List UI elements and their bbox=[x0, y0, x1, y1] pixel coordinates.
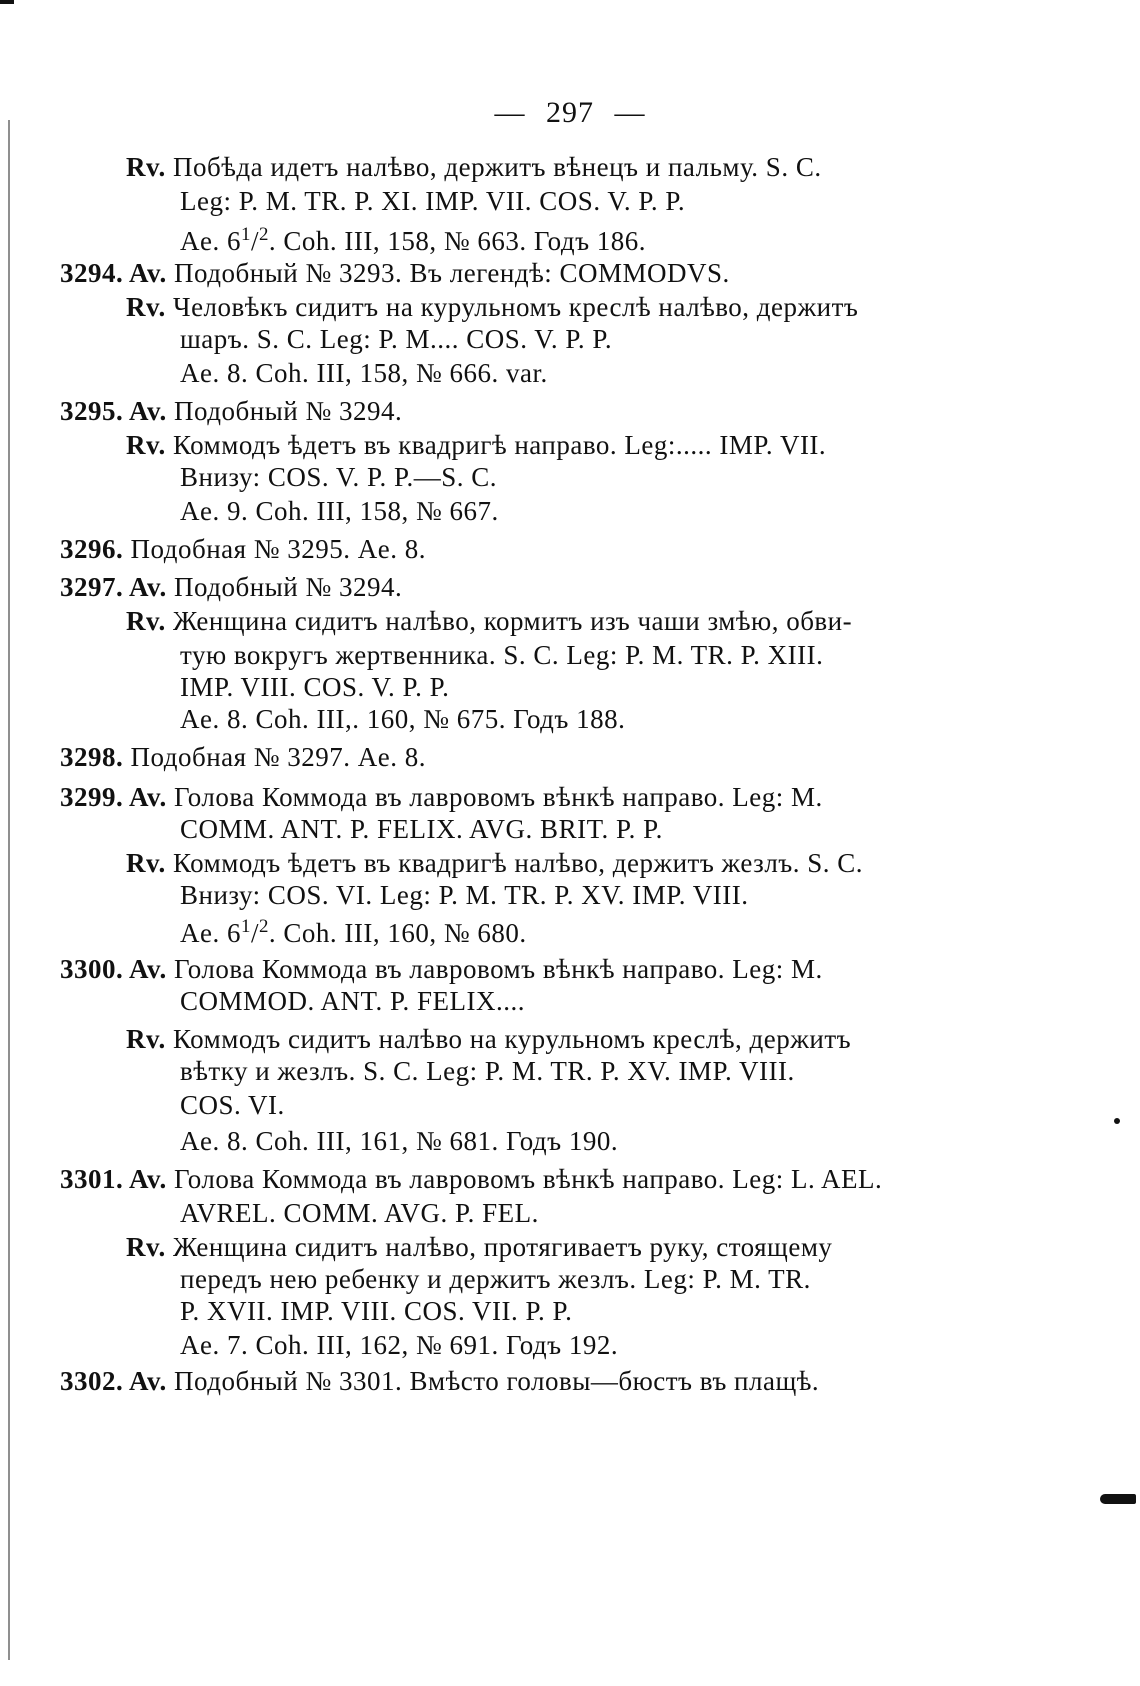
entry-text: Женщина сидитъ налѣво, протягиваетъ руку, стоящему bbox=[165, 1232, 833, 1262]
entry-line bbox=[126, 604, 852, 638]
scan-smear-mark bbox=[1100, 1494, 1136, 1504]
entry-line bbox=[126, 1230, 832, 1264]
entry-number: 3297. bbox=[60, 572, 124, 602]
entry-text: COMMOD. ANT. P. FELIX.... bbox=[180, 986, 526, 1016]
side-label: Rv. bbox=[126, 606, 166, 636]
fraction-part: 2 bbox=[258, 916, 269, 937]
entry-line bbox=[180, 218, 646, 258]
entry-text: Коммодъ ѣдетъ въ квадригѣ направо. Leg:..... IMP. VII. bbox=[165, 430, 827, 460]
entry-line bbox=[180, 812, 663, 846]
entry-text: Женщина сидитъ налѣво, кормитъ изъ чаши змѣю, обви- bbox=[165, 606, 853, 636]
entry-text: Внизу: COS. V. P. P.—S. C. bbox=[180, 462, 498, 492]
entry-text: Голова Коммода въ лавровомъ вѣнкѣ направо. Leg: M. bbox=[174, 954, 823, 984]
entry-number: 3296. bbox=[60, 534, 124, 564]
entry-text: Подобная № 3295. Ae. 8. bbox=[123, 534, 427, 564]
entry-line bbox=[180, 1196, 539, 1230]
entry-line bbox=[180, 1294, 572, 1328]
side-label: Rv. bbox=[126, 1232, 166, 1262]
entry-text: Ae. 6 bbox=[180, 226, 241, 256]
entry-text: Подобный № 3294. bbox=[174, 572, 403, 602]
fraction-part: 1 bbox=[240, 224, 251, 245]
side-label: Rv. bbox=[126, 1024, 166, 1054]
entry-number: 3300. bbox=[60, 954, 124, 984]
entry-text: Подобный № 3294. bbox=[174, 396, 403, 426]
side-label: Av. bbox=[123, 1164, 175, 1194]
entry-line bbox=[180, 1328, 618, 1362]
entry-line bbox=[180, 702, 625, 736]
page-number-header bbox=[0, 96, 1140, 130]
side-label: Av. bbox=[123, 396, 175, 426]
entry-text: Leg: P. M. TR. P. XI. IMP. VII. COS. V. P. P. bbox=[180, 186, 686, 216]
entry-number: 3298. bbox=[60, 742, 124, 772]
scan-dot-mark bbox=[1114, 1118, 1120, 1124]
side-label: Av. bbox=[123, 782, 175, 812]
entry-line bbox=[180, 1262, 811, 1296]
entry-text: Голова Коммода въ лавровомъ вѣнкѣ направо. Leg: M. bbox=[174, 782, 823, 812]
fraction-part: 2 bbox=[258, 224, 269, 245]
entry-line bbox=[60, 1162, 882, 1196]
scan-left-rule bbox=[8, 120, 10, 1660]
entry-line bbox=[126, 428, 826, 462]
entry-text: COMM. ANT. P. FELIX. AVG. BRIT. P. P. bbox=[180, 814, 663, 844]
entry-text: Коммодъ сидитъ налѣво на курульномъ креслѣ, держитъ bbox=[165, 1024, 852, 1054]
entry-line bbox=[180, 670, 449, 704]
entry-line bbox=[180, 1124, 618, 1158]
entry-text: Ae. 8. Coh. III, 161, № 681. Годъ 190. bbox=[180, 1126, 619, 1156]
fraction-part: 1 bbox=[240, 916, 251, 937]
entry-line bbox=[126, 150, 822, 184]
entry-line bbox=[60, 780, 823, 814]
entry-text: Ae. 8. Coh. III, 158, № 666. var. bbox=[180, 358, 548, 388]
entry-text: Ae. 9. Coh. III, 158, № 667. bbox=[180, 496, 499, 526]
entry-line bbox=[60, 532, 426, 566]
side-label: Av. bbox=[123, 1366, 175, 1396]
page-number: 297 bbox=[546, 96, 594, 129]
entry-line bbox=[180, 460, 497, 494]
entry-line bbox=[126, 846, 863, 880]
entry-line bbox=[180, 322, 612, 356]
entry-text: Подобная № 3297. Ae. 8. bbox=[123, 742, 427, 772]
entry-number: 3299. bbox=[60, 782, 124, 812]
entry-text: Подобный № 3301. Вмѣсто головы—бюстъ въ плащѣ. bbox=[174, 1366, 820, 1396]
entry-number: 3302. bbox=[60, 1366, 124, 1396]
side-label: Rv. bbox=[126, 848, 166, 878]
entry-text: Ae. 7. Coh. III, 162, № 691. Годъ 192. bbox=[180, 1330, 619, 1360]
entry-line bbox=[60, 256, 730, 290]
side-label: Av. bbox=[123, 572, 175, 602]
side-label: Rv. bbox=[126, 430, 166, 460]
entry-text: P. XVII. IMP. VIII. COS. VII. P. P. bbox=[180, 1296, 573, 1326]
entry-text: . Coh. III, 158, № 663. Годъ 186. bbox=[268, 226, 647, 256]
entry-line bbox=[60, 394, 402, 428]
entry-text: Человѣкъ сидитъ на курульномъ креслѣ налѣво, держитъ bbox=[165, 292, 859, 322]
entry-line bbox=[60, 570, 402, 604]
entry-line bbox=[180, 878, 749, 912]
entry-text: Ae. 6 bbox=[180, 918, 241, 948]
entry-text: COS. VI. bbox=[180, 1090, 285, 1120]
side-label: Rv. bbox=[126, 152, 166, 182]
entry-number: 3301. bbox=[60, 1164, 124, 1194]
entry-text: / bbox=[250, 226, 259, 256]
entry-line bbox=[180, 1054, 795, 1088]
entry-text: . Coh. III, 160, № 680. bbox=[268, 918, 527, 948]
entry-line bbox=[180, 356, 548, 390]
entry-text: вѣтку и жезлъ. S. C. Leg: P. M. TR. P. XV. IMP. VIII. bbox=[180, 1056, 795, 1086]
entry-line bbox=[180, 1088, 285, 1122]
entry-text: Ae. 8. Coh. III,. 160, № 675. Годъ 188. bbox=[180, 704, 626, 734]
entry-line bbox=[126, 1022, 851, 1056]
scan-corner-mark bbox=[0, 0, 14, 4]
entry-text: / bbox=[250, 918, 259, 948]
entry-text: IMP. VIII. COS. V. P. P. bbox=[180, 672, 450, 702]
entry-text: Коммодъ ѣдетъ въ квадригѣ налѣво, держитъ жезлъ. S. C. bbox=[165, 848, 864, 878]
entry-text: шаръ. S. C. Leg: P. M.... COS. V. P. P. bbox=[180, 324, 613, 354]
entry-text: Внизу: COS. VI. Leg: P. M. TR. P. XV. IMP. VIII. bbox=[180, 880, 749, 910]
entry-line bbox=[126, 290, 858, 324]
side-label: Av. bbox=[123, 258, 175, 288]
entry-text: Побѣда идетъ налѣво, держитъ вѣнецъ и пальму. S. C. bbox=[165, 152, 822, 182]
entry-line bbox=[60, 952, 823, 986]
entry-line bbox=[180, 184, 685, 218]
side-label: Av. bbox=[123, 954, 175, 984]
header-dash-left: — bbox=[494, 96, 526, 129]
entry-text: Голова Коммода въ лавровомъ вѣнкѣ направо. Leg: L. AEL. bbox=[174, 1164, 883, 1194]
entry-line bbox=[180, 910, 527, 950]
entry-line bbox=[180, 494, 499, 528]
entry-line bbox=[180, 638, 823, 672]
entry-text: Подобный № 3293. Въ легендѣ: COMMODVS. bbox=[174, 258, 730, 288]
entry-line bbox=[180, 984, 525, 1018]
entry-text: тую вокругъ жертвенника. S. C. Leg: P. M. TR. P. XIII. bbox=[180, 640, 824, 670]
entry-line bbox=[60, 740, 426, 774]
entry-text: передъ нею ребенку и держитъ жезлъ. Leg: P. M. TR. bbox=[180, 1264, 811, 1294]
entry-line bbox=[60, 1364, 819, 1398]
entry-number: 3294. bbox=[60, 258, 124, 288]
side-label: Rv. bbox=[126, 292, 166, 322]
header-dash-right: — bbox=[614, 96, 646, 129]
entry-text: AVREL. COMM. AVG. P. FEL. bbox=[180, 1198, 539, 1228]
entry-number: 3295. bbox=[60, 396, 124, 426]
